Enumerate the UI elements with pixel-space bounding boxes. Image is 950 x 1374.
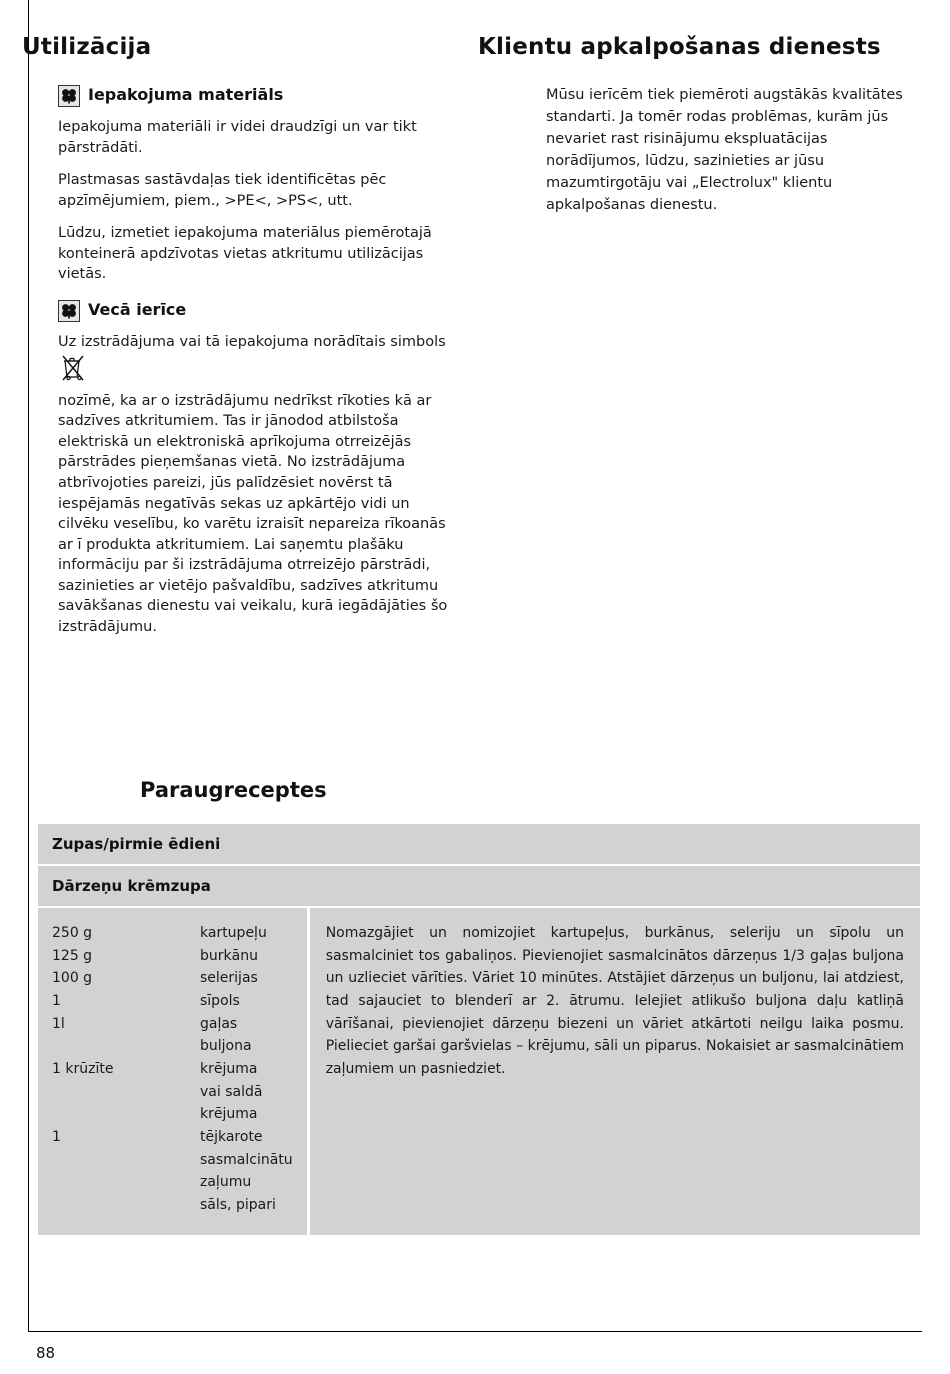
list-item xyxy=(52,922,293,945)
list-item xyxy=(52,1194,293,1217)
ingredient-quantity: 1 krūzīte xyxy=(52,1061,114,1078)
packaging-paragraph-1: Iepakojuma materiāli ir videi draudzīgi un var tikt pārstrādāti. xyxy=(58,119,417,156)
packaging-paragraph-3: Lūdzu, izmetiet iepakojuma materiālus piemērotajā konteinerā apdzīvotas vietas atkritumu utilizācijas vietās. xyxy=(58,225,432,283)
packaging-text-block xyxy=(58,117,462,285)
customer-service-text-block xyxy=(546,84,926,216)
ingredients-list xyxy=(38,908,310,1235)
page-bottom-rule xyxy=(28,1331,922,1332)
page-title-customer-service: Klientu apkalpošanas dienests xyxy=(478,34,881,60)
left-column xyxy=(22,34,462,650)
ingredient-quantity xyxy=(52,1081,200,1126)
subsection-label-old-appliance: Vecā ierīce xyxy=(88,300,187,320)
ingredient-quantity: 1 xyxy=(52,993,61,1010)
ingredient-name: zaļumu xyxy=(200,1174,252,1191)
recipes-title: Paraugreceptes xyxy=(140,778,327,802)
old-appliance-text-block xyxy=(58,332,462,638)
clover-icon xyxy=(58,85,80,107)
ingredient-name: sīpols xyxy=(200,993,240,1010)
ingredient-name: burkānu xyxy=(200,947,258,964)
subsection-heading-packaging xyxy=(58,84,462,107)
recipe-body xyxy=(38,908,920,1235)
page-title-utilizacija: Utilizācija xyxy=(22,34,152,60)
old-appliance-intro-text: Uz izstrādājuma vai tā iepakojuma norādītais simbols xyxy=(58,334,446,351)
clover-icon xyxy=(58,300,80,322)
list-item xyxy=(52,1013,293,1058)
list-item xyxy=(52,1081,293,1126)
list-item xyxy=(52,1171,293,1194)
ingredient-quantity: 125 g xyxy=(52,947,93,964)
ingredient-name: sāls, pipari xyxy=(200,1197,276,1214)
ingredient-quantity: 1l xyxy=(52,1015,65,1032)
recipe-category-header: Zupas/pirmie ēdieni xyxy=(38,824,920,866)
ingredient-quantity: 250 g xyxy=(52,925,93,941)
ingredient-name: krējuma xyxy=(200,1061,258,1078)
ingredient-name: gaļas buljona xyxy=(200,1015,252,1055)
list-item xyxy=(52,945,293,968)
ingredient-name: selerijas xyxy=(200,970,258,987)
ingredient-quantity xyxy=(52,1171,200,1194)
ingredient-quantity: 1 xyxy=(52,1129,61,1146)
ingredient-name: kartupeļu xyxy=(200,925,267,941)
recipe-name-header: Dārzeņu krēmzupa xyxy=(38,866,920,908)
page-number: 88 xyxy=(36,1344,56,1362)
subsection-heading-old-appliance xyxy=(58,299,462,322)
list-item xyxy=(52,1126,293,1171)
ingredient-quantity: 100 g xyxy=(52,970,93,987)
customer-service-paragraph: Mūsu ierīcēm tiek piemēroti augstākās kvalitātes standarti. Ja tomēr rodas problēmas, kurām jūs nevariet rast risinājumu ekspluatācijas norādījumos, lūdzu, sazinieties ar jūsu mazumtirgotāju vai „Electrolux" klientu apkalpošanas dienestu. xyxy=(546,87,903,214)
recipe-method: Nomazgājiet un nomizojiet kartupeļus, burkānus, seleriju un sīpolu un sasmalciniet tos gabaliņos. Pievienojiet sasmalcinātos dārzeņus 1/3 gaļas buljona un uzlieciet vārīties. Vāriet 10 minūtes. Atstājiet dārzeņus un buljonu, lai atdziest, tad sajauciet to blenderī ar 2. ātrumu. Ielejiet atlikušo buljona daļu katliņā vārīšanai, pievienojiet dārzeņu biezeni un vāriet atkārtoti neilgu laika posmu. Pielieciet garšai garšvielas – krējumu, sāli un piparus. Nokaisiet ar sasmalcinātiem zaļumiem un pasniedziet. xyxy=(325,925,904,1078)
recipe-table xyxy=(38,824,920,1235)
right-column xyxy=(478,34,918,216)
packaging-paragraph-2: Plastmasas sastāvdaļas tiek identificētas pēc apzīmējumiem, piem., >PE<, >PS<, utt. xyxy=(58,172,387,209)
list-item xyxy=(52,1058,293,1081)
recipes-section xyxy=(38,778,918,824)
ingredient-quantity xyxy=(52,1194,200,1217)
old-appliance-paragraph-main: nozīmē, ka ar o izstrādājumu nedrīkst rīkoties kā ar sadzīves atkritumiem. Tas ir jānodod atbilstoša elektriskā un elektroniskā aprīkojuma otrreizējās pārstrādes pieņemšanas vietā. No izstrādājuma atbrīvojoties pareizi, jūs palīdzēsiet novērst tā iespējamās negatīvās sekas uz apkārtējo vidi un cilvēku veselību, ko varētu izraisīt nepareiza rīkoanās ar ī produkta atkritumiem. Lai saņemtu plašāku informāciju par ši izstrādājuma otrreizējo pārstrādi, sazinieties ar vietējo pašvaldību, sadzīves atkritumu savākšanas dienestu vai veikalu, kurā iegādājāties šo izstrādājumu. xyxy=(58,392,448,635)
list-item xyxy=(52,967,293,990)
old-appliance-paragraph-intro xyxy=(58,332,462,383)
crossed-out-wheelie-bin-icon xyxy=(60,353,86,383)
subsection-label-packaging: Iepakojuma materiāls xyxy=(88,85,284,104)
ingredient-name: vai saldā krējuma xyxy=(200,1083,263,1123)
ingredient-name: tējkarote sasmalcinātu xyxy=(200,1129,293,1168)
list-item xyxy=(52,990,293,1013)
